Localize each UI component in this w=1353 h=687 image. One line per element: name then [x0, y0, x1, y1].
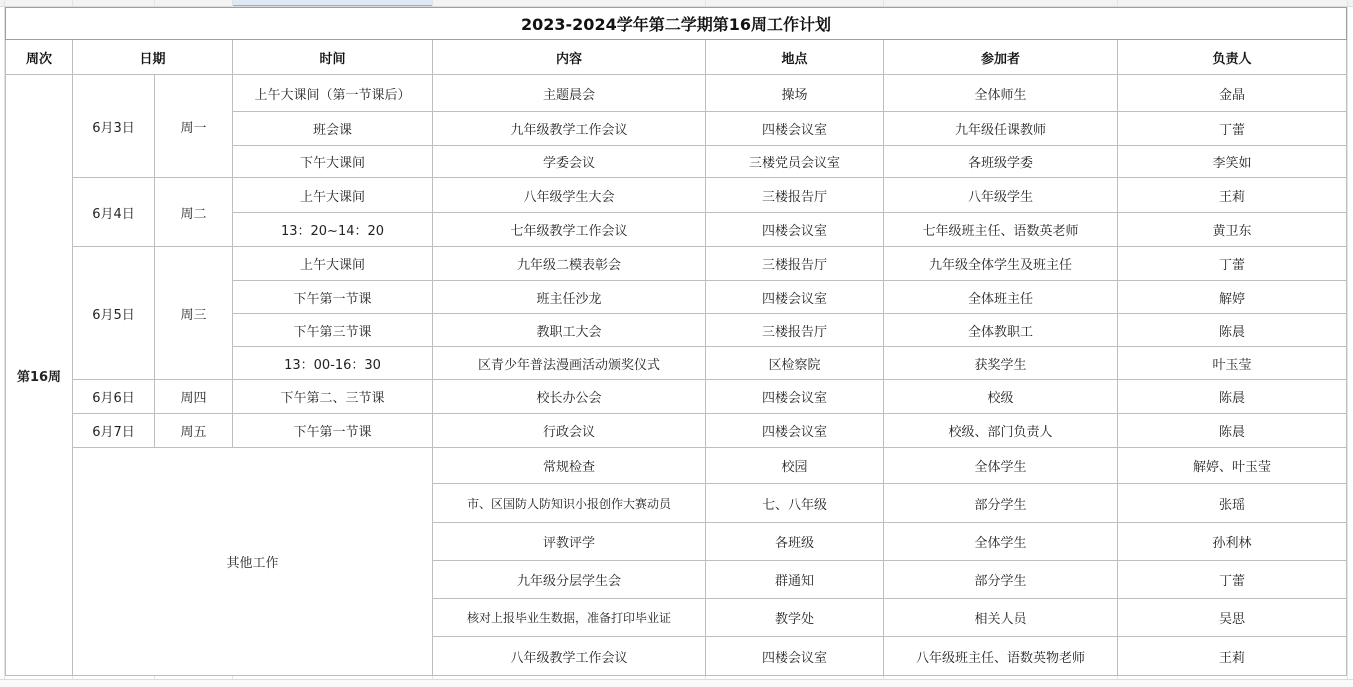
time-cell[interactable]: 上午大课间	[233, 178, 433, 213]
place-cell[interactable]: 操场	[706, 75, 884, 112]
place-cell[interactable]: 四楼会议室	[706, 213, 884, 247]
participants-cell[interactable]: 部分学生	[884, 484, 1118, 523]
place-cell[interactable]: 七、八年级	[706, 484, 884, 523]
participants-cell[interactable]: 全体师生	[884, 75, 1118, 112]
owner-cell[interactable]: 金晶	[1118, 75, 1347, 112]
place-cell[interactable]: 三楼党员会议室	[706, 146, 884, 178]
work-plan-sheet	[5, 7, 1347, 676]
weekday-cell[interactable]: 周二	[155, 178, 233, 247]
header-participants[interactable]: 参加者	[884, 40, 1118, 75]
owner-cell[interactable]: 陈晨	[1118, 380, 1347, 414]
place-cell[interactable]: 四楼会议室	[706, 281, 884, 314]
place-cell[interactable]: 群通知	[706, 561, 884, 599]
place-cell[interactable]: 三楼报告厅	[706, 178, 884, 213]
owner-cell[interactable]: 陈晨	[1118, 314, 1347, 347]
selected-column-header[interactable]	[232, 0, 432, 6]
participants-cell[interactable]: 全体学生	[884, 448, 1118, 484]
content-cell[interactable]: 八年级学生大会	[433, 178, 706, 213]
table-row	[6, 414, 1347, 448]
date-cell[interactable]: 6月7日	[73, 414, 155, 448]
table-row	[6, 448, 1347, 484]
owner-cell[interactable]: 王莉	[1118, 637, 1347, 676]
owner-cell[interactable]: 丁蕾	[1118, 561, 1347, 599]
owner-cell[interactable]: 叶玉莹	[1118, 347, 1347, 380]
owner-cell[interactable]: 李笑如	[1118, 146, 1347, 178]
time-cell[interactable]: 下午第三节课	[233, 314, 433, 347]
place-cell[interactable]: 三楼报告厅	[706, 247, 884, 281]
time-cell[interactable]: 上午大课间	[233, 247, 433, 281]
content-cell[interactable]: 区青少年普法漫画活动颁奖仪式	[433, 347, 706, 380]
date-cell[interactable]: 6月6日	[73, 380, 155, 414]
content-cell[interactable]: 九年级分层学生会	[433, 561, 706, 599]
content-cell[interactable]: 核对上报毕业生数据，准备打印毕业证	[433, 599, 706, 637]
spreadsheet-top-row	[0, 0, 1353, 7]
table-row	[6, 75, 1347, 112]
content-cell[interactable]: 九年级二模表彰会	[433, 247, 706, 281]
header-date[interactable]: 日期	[73, 40, 233, 75]
place-cell[interactable]: 三楼报告厅	[706, 314, 884, 347]
other-work-label[interactable]: 其他工作	[73, 448, 433, 676]
owner-cell[interactable]: 丁蕾	[1118, 247, 1347, 281]
content-cell[interactable]: 行政会议	[433, 414, 706, 448]
content-cell[interactable]: 班主任沙龙	[433, 281, 706, 314]
participants-cell[interactable]: 八年级学生	[884, 178, 1118, 213]
time-cell[interactable]: 下午第二、三节课	[233, 380, 433, 414]
owner-cell[interactable]: 张瑶	[1118, 484, 1347, 523]
time-cell[interactable]: 下午第一节课	[233, 281, 433, 314]
content-cell[interactable]: 常规检查	[433, 448, 706, 484]
header-place[interactable]: 地点	[706, 40, 884, 75]
date-cell[interactable]: 6月4日	[73, 178, 155, 247]
content-cell[interactable]: 市、区国防人防知识小报创作大赛动员	[433, 484, 706, 523]
date-cell[interactable]: 6月3日	[73, 75, 155, 178]
weekday-cell[interactable]: 周一	[155, 75, 233, 178]
table-row	[6, 380, 1347, 414]
participants-cell[interactable]: 各班级学委	[884, 146, 1118, 178]
participants-cell[interactable]: 全体班主任	[884, 281, 1118, 314]
weekday-cell[interactable]: 周四	[155, 380, 233, 414]
weekday-cell[interactable]: 周三	[155, 247, 233, 380]
owner-cell[interactable]: 解婷、叶玉莹	[1118, 448, 1347, 484]
content-cell[interactable]: 九年级教学工作会议	[433, 112, 706, 146]
time-cell[interactable]: 下午第一节课	[233, 414, 433, 448]
date-cell[interactable]: 6月5日	[73, 247, 155, 380]
weekday-cell[interactable]: 周五	[155, 414, 233, 448]
time-cell[interactable]: 13：00-16：30	[233, 347, 433, 380]
content-cell[interactable]: 主题晨会	[433, 75, 706, 112]
header-row	[6, 40, 1347, 75]
participants-cell[interactable]: 部分学生	[884, 561, 1118, 599]
place-cell[interactable]: 四楼会议室	[706, 380, 884, 414]
content-cell[interactable]: 学委会议	[433, 146, 706, 178]
time-cell[interactable]: 下午大课间	[233, 146, 433, 178]
place-cell[interactable]: 校园	[706, 448, 884, 484]
week-cell[interactable]: 第16周	[6, 75, 73, 676]
page-title[interactable]: 2023-2024学年第二学期第16周工作计划	[6, 8, 1347, 40]
place-cell[interactable]: 四楼会议室	[706, 112, 884, 146]
content-cell[interactable]: 教职工大会	[433, 314, 706, 347]
header-owner[interactable]: 负责人	[1118, 40, 1347, 75]
owner-cell[interactable]: 孙利林	[1118, 523, 1347, 561]
header-time[interactable]: 时间	[233, 40, 433, 75]
participants-cell[interactable]: 七年级班主任、语数英老师	[884, 213, 1118, 247]
owner-cell[interactable]: 黄卫东	[1118, 213, 1347, 247]
content-cell[interactable]: 七年级教学工作会议	[433, 213, 706, 247]
content-cell[interactable]: 评教评学	[433, 523, 706, 561]
place-cell[interactable]: 教学处	[706, 599, 884, 637]
participants-cell[interactable]: 校级、部门负责人	[884, 414, 1118, 448]
participants-cell[interactable]: 全体教职工	[884, 314, 1118, 347]
participants-cell[interactable]: 九年级全体学生及班主任	[884, 247, 1118, 281]
owner-cell[interactable]: 解婷	[1118, 281, 1347, 314]
header-content[interactable]: 内容	[433, 40, 706, 75]
participants-cell[interactable]: 获奖学生	[884, 347, 1118, 380]
table-row	[6, 178, 1347, 213]
table-row	[6, 247, 1347, 281]
participants-cell[interactable]: 相关人员	[884, 599, 1118, 637]
participants-cell[interactable]: 八年级班主任、语数英物老师	[884, 637, 1118, 676]
content-cell[interactable]: 校长办公会	[433, 380, 706, 414]
work-plan-table	[5, 7, 1347, 676]
header-week[interactable]: 周次	[6, 40, 73, 75]
place-cell[interactable]: 四楼会议室	[706, 637, 884, 676]
time-cell[interactable]: 13：20~14：20	[233, 213, 433, 247]
content-cell[interactable]: 八年级教学工作会议	[433, 637, 706, 676]
place-cell[interactable]: 区检察院	[706, 347, 884, 380]
owner-cell[interactable]: 丁蕾	[1118, 112, 1347, 146]
owner-cell[interactable]: 吴思	[1118, 599, 1347, 637]
place-cell[interactable]: 各班级	[706, 523, 884, 561]
time-cell[interactable]: 上午大课间（第一节课后）	[233, 75, 433, 112]
owner-cell[interactable]: 陈晨	[1118, 414, 1347, 448]
participants-cell[interactable]: 全体学生	[884, 523, 1118, 561]
place-cell[interactable]: 四楼会议室	[706, 414, 884, 448]
time-cell[interactable]: 班会课	[233, 112, 433, 146]
participants-cell[interactable]: 校级	[884, 380, 1118, 414]
owner-cell[interactable]: 王莉	[1118, 178, 1347, 213]
participants-cell[interactable]: 九年级任课教师	[884, 112, 1118, 146]
